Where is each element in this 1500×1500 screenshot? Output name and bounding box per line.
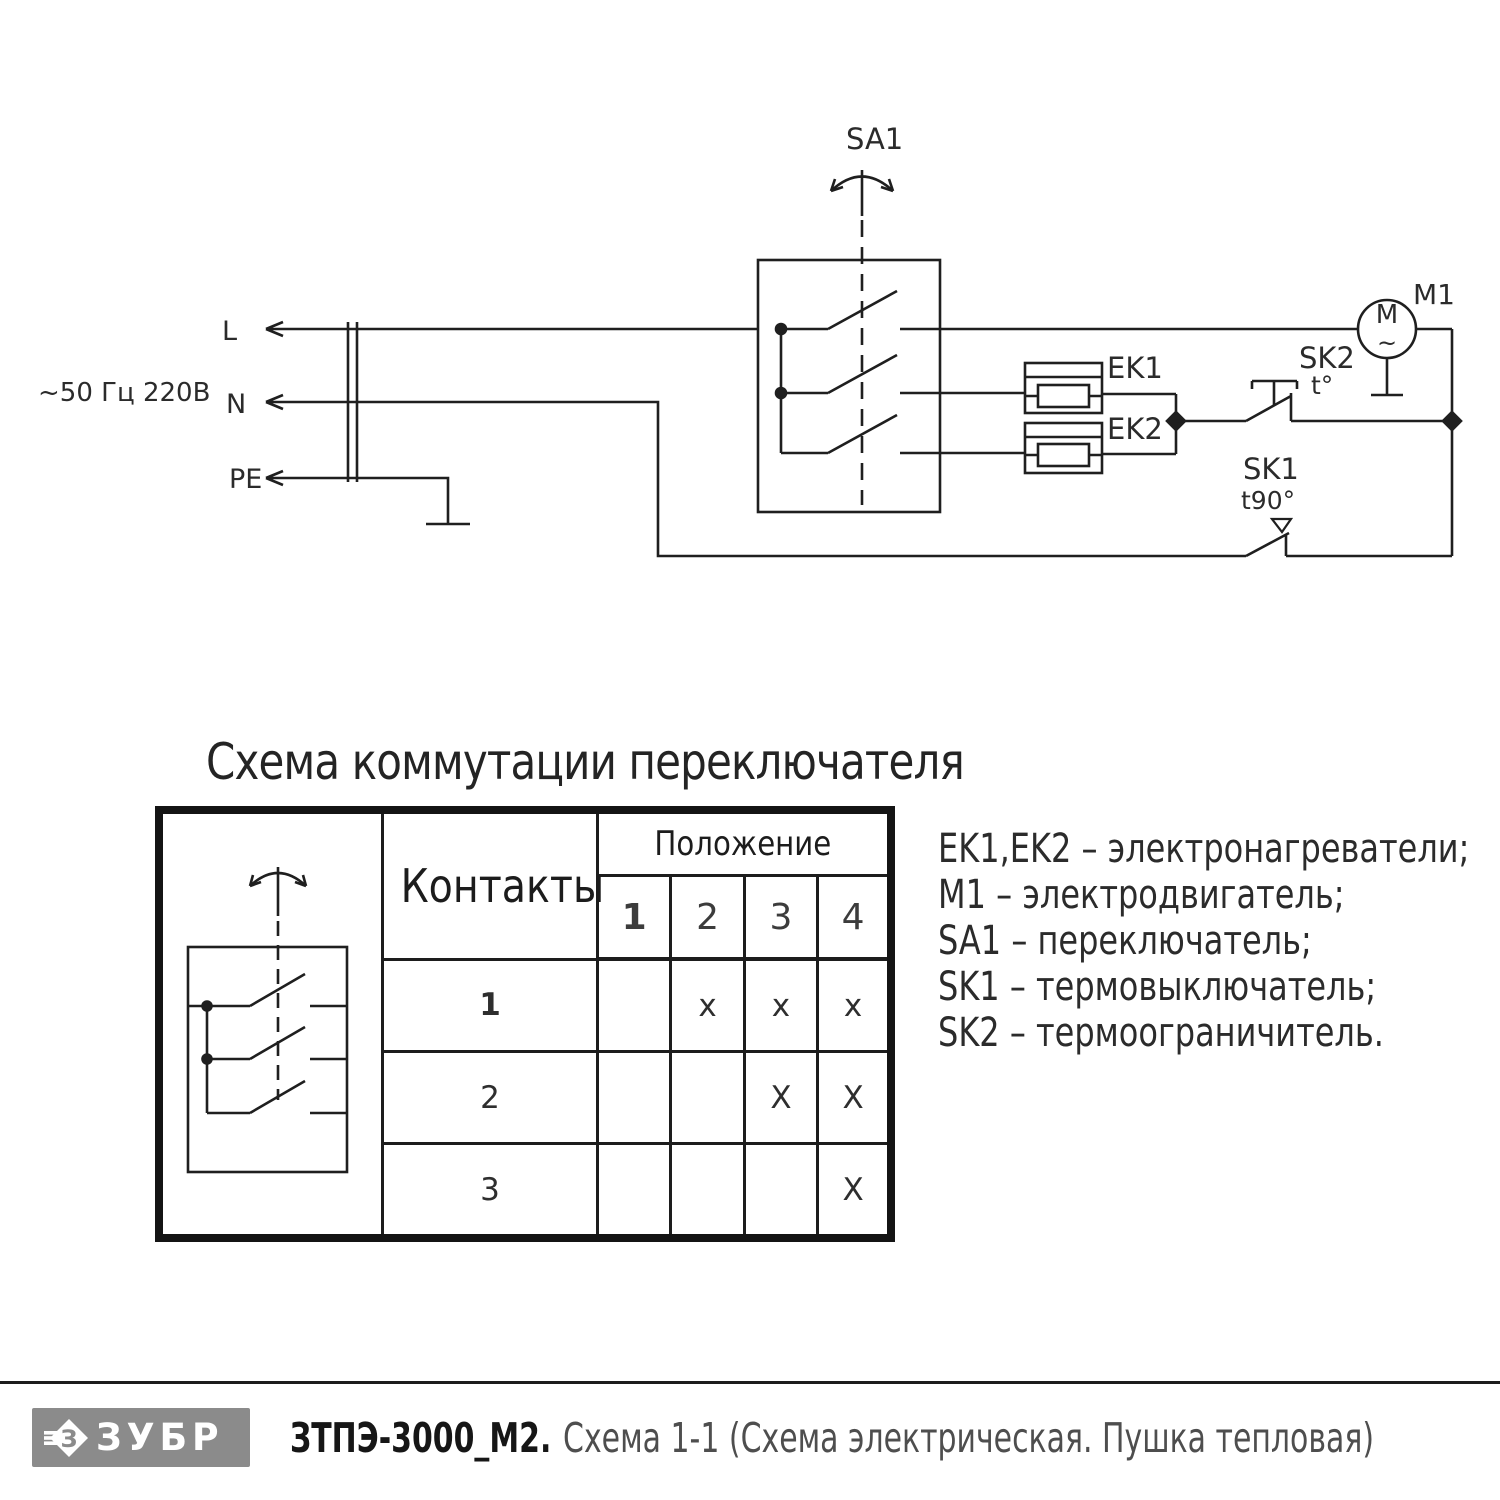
thermal-switch-sk1: [1246, 519, 1452, 556]
wire-pe: [266, 471, 470, 524]
contacts-header: Контакты: [400, 858, 605, 913]
mark-cell: x: [818, 959, 891, 1052]
label-m1: M1: [1413, 278, 1455, 311]
position-col-4: 4: [818, 876, 891, 960]
label-sk2-temp: t°: [1311, 371, 1334, 400]
terminal-l: L: [222, 316, 238, 347]
motor-m1: [1358, 300, 1452, 395]
position-header-cell: [598, 810, 892, 876]
legend-item-sk2: SK2 – термоограничитель.: [938, 1010, 1384, 1056]
mark-cell: x: [671, 959, 744, 1052]
mark-cell: [598, 959, 671, 1052]
label-sk2: SK2: [1299, 341, 1355, 375]
mark-cell: [744, 1144, 817, 1239]
mark-cell: x: [744, 959, 817, 1052]
contact-label: 3: [383, 1144, 598, 1239]
supply-label: ~50 Гц 220В: [38, 378, 211, 408]
wire-n: [266, 395, 1246, 556]
mark-cell: [671, 1144, 744, 1239]
label-sk1: SK1: [1243, 452, 1299, 486]
mark-cell: X: [744, 1052, 817, 1144]
right-rail: [1443, 329, 1461, 556]
mark-cell: X: [818, 1052, 891, 1144]
contacts-header-cell: [383, 810, 605, 959]
wire-l: [266, 322, 758, 336]
mark-cell: [671, 1052, 744, 1144]
position-col-1: 1: [598, 876, 671, 960]
heater-junction: [1167, 394, 1185, 454]
label-ek1: EK1: [1107, 351, 1163, 385]
caption-text: Схема 1-1 (Схема электрическая. Пушка тепловая): [563, 1413, 1375, 1462]
mark-cell: [598, 1052, 671, 1144]
contact-label: 1: [383, 959, 598, 1052]
legend-item-sk1: SK1 – термовыключатель;: [938, 964, 1377, 1010]
commutation-table: [155, 806, 895, 1242]
label-sa1: SA1: [846, 122, 904, 156]
footer-caption: [290, 1408, 1374, 1467]
terminal-pe: PE: [229, 464, 263, 495]
commutation-table-title: Схема коммутации переключателя: [206, 733, 964, 791]
contact-label: 2: [383, 1052, 598, 1144]
brand-name: ЗУБР: [96, 1416, 224, 1459]
brand-logo: [32, 1408, 250, 1467]
zubr-diamond-icon: [44, 1417, 90, 1459]
motor-letter: M: [1375, 300, 1399, 330]
mark-cell: [598, 1144, 671, 1239]
motor-wave-symbol: ~: [1376, 329, 1398, 357]
legend-item-ek: EK1,EK2 – электронагреватели;: [938, 826, 1470, 872]
position-col-3: 3: [744, 876, 817, 960]
legend: [938, 826, 1500, 1056]
position-header: Положение: [654, 824, 832, 864]
legend-item-m1: M1 – электродвигатель;: [938, 872, 1345, 918]
footer-divider: [0, 1381, 1500, 1384]
mark-cell: X: [818, 1144, 891, 1239]
position-col-2: 2: [671, 876, 744, 960]
model-number: ЗТПЭ-3000_М2.: [290, 1413, 552, 1462]
svg-text:З: З: [60, 1424, 78, 1453]
legend-item-sa1: SA1 – переключатель;: [938, 918, 1312, 964]
switch-symbol-cell: [159, 810, 383, 1238]
terminal-n: N: [226, 389, 247, 420]
label-sk1-temp: t90°: [1241, 486, 1296, 515]
label-ek2: EK2: [1107, 412, 1163, 446]
